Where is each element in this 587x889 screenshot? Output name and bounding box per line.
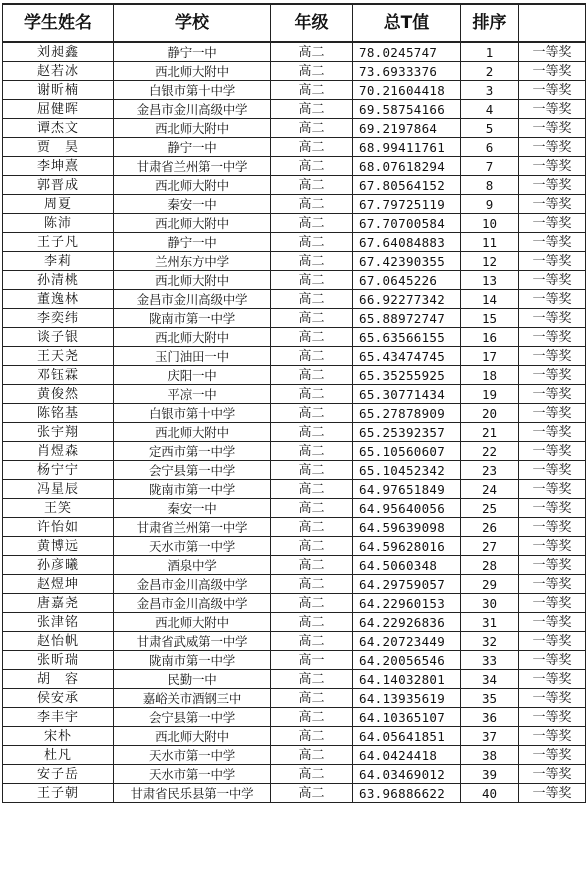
- rank-cell[interactable]: 17: [461, 347, 519, 366]
- award-cell[interactable]: 一等奖: [519, 651, 586, 670]
- award-cell[interactable]: 一等奖: [519, 423, 586, 442]
- total-t-score-cell[interactable]: 67.70700584: [353, 214, 461, 233]
- grade-cell[interactable]: 高二: [271, 233, 353, 252]
- table-row: [3, 328, 586, 347]
- total-t-score-cell[interactable]: 65.88972747: [353, 309, 461, 328]
- rank-cell[interactable]: 8: [461, 176, 519, 195]
- total-t-score-cell[interactable]: 64.20723449: [353, 632, 461, 651]
- student-name-cell[interactable]: 董逸林: [3, 290, 114, 309]
- table-row: [3, 252, 586, 271]
- student-name-cell[interactable]: 贾 昊: [3, 138, 114, 157]
- table-row: [3, 480, 586, 499]
- header-row: [3, 4, 586, 42]
- grade-cell[interactable]: 高二: [271, 708, 353, 727]
- student-name-cell[interactable]: 周夏: [3, 195, 114, 214]
- table-row: [3, 309, 586, 328]
- student-name-cell[interactable]: 王笑: [3, 499, 114, 518]
- total-t-score-cell[interactable]: 64.05641851: [353, 727, 461, 746]
- student-name-cell[interactable]: 李莉: [3, 252, 114, 271]
- total-t-score-cell[interactable]: 67.64084883: [353, 233, 461, 252]
- school-cell[interactable]: 西北师大附中: [114, 214, 271, 233]
- table-row: [3, 689, 586, 708]
- rank-cell[interactable]: 21: [461, 423, 519, 442]
- grade-cell[interactable]: 高二: [271, 518, 353, 537]
- grade-cell[interactable]: 高二: [271, 537, 353, 556]
- rank-cell[interactable]: 5: [461, 119, 519, 138]
- grade-cell[interactable]: 高二: [271, 499, 353, 518]
- school-cell[interactable]: 庆阳一中: [114, 366, 271, 385]
- rank-cell[interactable]: 19: [461, 385, 519, 404]
- grade-cell[interactable]: 高二: [271, 366, 353, 385]
- table-row: [3, 366, 586, 385]
- school-cell[interactable]: 兰州东方中学: [114, 252, 271, 271]
- award-cell[interactable]: 一等奖: [519, 442, 586, 461]
- school-cell[interactable]: 金昌市金川高级中学: [114, 575, 271, 594]
- award-cell[interactable]: 一等奖: [519, 594, 586, 613]
- grade-cell[interactable]: 高二: [271, 271, 353, 290]
- rank-cell[interactable]: 24: [461, 480, 519, 499]
- total-t-score-cell[interactable]: 68.99411761: [353, 138, 461, 157]
- table-row: [3, 632, 586, 651]
- student-name-cell[interactable]: 屈健晖: [3, 100, 114, 119]
- total-t-score-cell[interactable]: 67.42390355: [353, 252, 461, 271]
- grade-cell[interactable]: 高二: [271, 176, 353, 195]
- grade-cell[interactable]: 高二: [271, 385, 353, 404]
- table-row: [3, 423, 586, 442]
- school-cell[interactable]: 甘肃省兰州第一中学: [114, 518, 271, 537]
- rank-cell[interactable]: 29: [461, 575, 519, 594]
- total-t-score-cell[interactable]: 64.0424418: [353, 746, 461, 765]
- school-cell[interactable]: 甘肃省兰州第一中学: [114, 157, 271, 176]
- student-name-cell[interactable]: 杜凡: [3, 746, 114, 765]
- rank-cell[interactable]: 23: [461, 461, 519, 480]
- total-t-score-cell[interactable]: 65.10560607: [353, 442, 461, 461]
- rank-cell[interactable]: 40: [461, 784, 519, 803]
- grade-cell[interactable]: 高二: [271, 195, 353, 214]
- student-name-cell[interactable]: 唐嘉尧: [3, 594, 114, 613]
- table-row: [3, 670, 586, 689]
- school-cell[interactable]: 西北师大附中: [114, 119, 271, 138]
- award-cell[interactable]: 一等奖: [519, 214, 586, 233]
- rank-cell[interactable]: 36: [461, 708, 519, 727]
- rank-cell[interactable]: 4: [461, 100, 519, 119]
- award-cell[interactable]: 一等奖: [519, 670, 586, 689]
- award-cell[interactable]: 一等奖: [519, 100, 586, 119]
- grade-cell[interactable]: 高二: [271, 290, 353, 309]
- table-row: [3, 765, 586, 784]
- rank-cell[interactable]: 18: [461, 366, 519, 385]
- grade-cell[interactable]: 高二: [271, 62, 353, 81]
- award-cell[interactable]: 一等奖: [519, 765, 586, 784]
- grade-cell[interactable]: 高二: [271, 81, 353, 100]
- grade-cell[interactable]: 高二: [271, 442, 353, 461]
- grade-cell[interactable]: 高二: [271, 632, 353, 651]
- rank-cell[interactable]: 22: [461, 442, 519, 461]
- table-row: [3, 784, 586, 803]
- student-name-cell[interactable]: 孙彦曦: [3, 556, 114, 575]
- student-name-cell[interactable]: 陈沛: [3, 214, 114, 233]
- student-name-cell[interactable]: 赵怡帆: [3, 632, 114, 651]
- student-name-cell[interactable]: 张宇翔: [3, 423, 114, 442]
- award-cell[interactable]: 一等奖: [519, 195, 586, 214]
- table-row: [3, 233, 586, 252]
- rank-cell[interactable]: 15: [461, 309, 519, 328]
- table-row: [3, 195, 586, 214]
- table-row: [3, 442, 586, 461]
- student-name-cell[interactable]: 肖煜森: [3, 442, 114, 461]
- table-row: [3, 518, 586, 537]
- total-t-score-cell[interactable]: 63.96886622: [353, 784, 461, 803]
- table-row: [3, 613, 586, 632]
- total-t-score-cell[interactable]: 73.6933376: [353, 62, 461, 81]
- award-cell[interactable]: 一等奖: [519, 62, 586, 81]
- school-cell[interactable]: 会宁县第一中学: [114, 708, 271, 727]
- award-cell[interactable]: 一等奖: [519, 537, 586, 556]
- award-cell[interactable]: 一等奖: [519, 556, 586, 575]
- award-cell[interactable]: 一等奖: [519, 746, 586, 765]
- table-row: [3, 537, 586, 556]
- table-row: [3, 708, 586, 727]
- student-name-cell[interactable]: 许怡如: [3, 518, 114, 537]
- student-name-cell[interactable]: 李坤熹: [3, 157, 114, 176]
- total-t-score-cell[interactable]: 64.5060348: [353, 556, 461, 575]
- total-t-score-cell[interactable]: 64.10365107: [353, 708, 461, 727]
- total-t-score-cell[interactable]: 66.92277342: [353, 290, 461, 309]
- grade-cell[interactable]: 高二: [271, 575, 353, 594]
- table-row: [3, 347, 586, 366]
- award-cell[interactable]: 一等奖: [519, 708, 586, 727]
- student-name-cell[interactable]: 赵若冰: [3, 62, 114, 81]
- rank-cell[interactable]: 28: [461, 556, 519, 575]
- school-cell[interactable]: 甘肃省民乐县第一中学: [114, 784, 271, 803]
- grade-cell[interactable]: 高二: [271, 765, 353, 784]
- table-row: [3, 556, 586, 575]
- table-row: [3, 81, 586, 100]
- table-row: [3, 746, 586, 765]
- school-cell[interactable]: 金昌市金川高级中学: [114, 594, 271, 613]
- total-t-score-cell[interactable]: 68.07618294: [353, 157, 461, 176]
- award-cell[interactable]: 一等奖: [519, 271, 586, 290]
- student-name-cell[interactable]: 杨宁宁: [3, 461, 114, 480]
- award-cell[interactable]: 一等奖: [519, 784, 586, 803]
- student-name-cell[interactable]: 王子凡: [3, 233, 114, 252]
- award-cell[interactable]: 一等奖: [519, 385, 586, 404]
- school-cell[interactable]: 平凉一中: [114, 385, 271, 404]
- grade-cell[interactable]: 高二: [271, 138, 353, 157]
- school-cell[interactable]: 白银市第十中学: [114, 81, 271, 100]
- total-t-score-cell[interactable]: 65.27878909: [353, 404, 461, 423]
- rank-cell[interactable]: 37: [461, 727, 519, 746]
- grade-cell[interactable]: 高二: [271, 461, 353, 480]
- school-cell[interactable]: 陇南市第一中学: [114, 480, 271, 499]
- school-cell[interactable]: 定西市第一中学: [114, 442, 271, 461]
- student-name-cell[interactable]: 王天尧: [3, 347, 114, 366]
- school-cell[interactable]: 西北师大附中: [114, 176, 271, 195]
- table-row: [3, 138, 586, 157]
- header-school[interactable]: 学校: [114, 4, 271, 42]
- table-row: [3, 575, 586, 594]
- rank-cell[interactable]: 10: [461, 214, 519, 233]
- total-t-score-cell[interactable]: 67.0645226: [353, 271, 461, 290]
- school-cell[interactable]: 玉门油田一中: [114, 347, 271, 366]
- grade-cell[interactable]: 高二: [271, 727, 353, 746]
- student-name-cell[interactable]: 胡 容: [3, 670, 114, 689]
- table-row: [3, 727, 586, 746]
- award-cell[interactable]: 一等奖: [519, 461, 586, 480]
- total-t-score-cell[interactable]: 67.79725119: [353, 195, 461, 214]
- total-t-score-cell[interactable]: 65.30771434: [353, 385, 461, 404]
- rank-cell[interactable]: 7: [461, 157, 519, 176]
- school-cell[interactable]: 西北师大附中: [114, 727, 271, 746]
- table-row: [3, 271, 586, 290]
- school-cell[interactable]: 西北师大附中: [114, 328, 271, 347]
- rank-cell[interactable]: 27: [461, 537, 519, 556]
- total-t-score-cell[interactable]: 64.03469012: [353, 765, 461, 784]
- rank-cell[interactable]: 20: [461, 404, 519, 423]
- rank-cell[interactable]: 38: [461, 746, 519, 765]
- award-cell[interactable]: 一等奖: [519, 42, 586, 62]
- table-row: [3, 62, 586, 81]
- table-row: [3, 594, 586, 613]
- school-cell[interactable]: 静宁一中: [114, 42, 271, 62]
- table-row: [3, 157, 586, 176]
- grade-cell[interactable]: 高二: [271, 480, 353, 499]
- rank-cell[interactable]: 32: [461, 632, 519, 651]
- rank-cell[interactable]: 3: [461, 81, 519, 100]
- total-t-score-cell[interactable]: 65.43474745: [353, 347, 461, 366]
- rank-cell[interactable]: 11: [461, 233, 519, 252]
- rank-cell[interactable]: 2: [461, 62, 519, 81]
- table-row: [3, 119, 586, 138]
- award-cell[interactable]: 一等奖: [519, 119, 586, 138]
- grade-cell[interactable]: 高二: [271, 42, 353, 62]
- student-name-cell[interactable]: 谭杰文: [3, 119, 114, 138]
- student-name-cell[interactable]: 谢昕楠: [3, 81, 114, 100]
- student-name-cell[interactable]: 王子朝: [3, 784, 114, 803]
- rank-cell[interactable]: 33: [461, 651, 519, 670]
- student-name-cell[interactable]: 李丰宇: [3, 708, 114, 727]
- student-name-cell[interactable]: 赵煜坤: [3, 575, 114, 594]
- school-cell[interactable]: 秦安一中: [114, 499, 271, 518]
- rank-cell[interactable]: 16: [461, 328, 519, 347]
- table-row: [3, 214, 586, 233]
- student-name-cell[interactable]: 张津铭: [3, 613, 114, 632]
- school-cell[interactable]: 秦安一中: [114, 195, 271, 214]
- grade-cell[interactable]: 高二: [271, 347, 353, 366]
- student-name-cell[interactable]: 李奕纬: [3, 309, 114, 328]
- school-cell[interactable]: 甘肃省武威第一中学: [114, 632, 271, 651]
- total-t-score-cell[interactable]: 65.25392357: [353, 423, 461, 442]
- grade-cell[interactable]: 高一: [271, 651, 353, 670]
- award-cell[interactable]: 一等奖: [519, 252, 586, 271]
- student-name-cell[interactable]: 刘昶鑫: [3, 42, 114, 62]
- rank-cell[interactable]: 14: [461, 290, 519, 309]
- grade-cell[interactable]: 高二: [271, 404, 353, 423]
- total-t-score-cell[interactable]: 64.22960153: [353, 594, 461, 613]
- rank-cell[interactable]: 30: [461, 594, 519, 613]
- school-cell[interactable]: 天水市第一中学: [114, 746, 271, 765]
- grade-cell[interactable]: 高二: [271, 689, 353, 708]
- total-t-score-cell[interactable]: 65.63566155: [353, 328, 461, 347]
- total-t-score-cell[interactable]: 67.80564152: [353, 176, 461, 195]
- table-row: [3, 42, 586, 62]
- grade-cell[interactable]: 高二: [271, 423, 353, 442]
- student-name-cell[interactable]: 黄俊然: [3, 385, 114, 404]
- award-cell[interactable]: 一等奖: [519, 176, 586, 195]
- total-t-score-cell[interactable]: 64.22926836: [353, 613, 461, 632]
- header-rank[interactable]: 排序: [461, 4, 519, 42]
- total-t-score-cell[interactable]: 69.58754166: [353, 100, 461, 119]
- grade-cell[interactable]: 高二: [271, 746, 353, 765]
- header-student-name[interactable]: 学生姓名: [3, 4, 114, 42]
- grade-cell[interactable]: 高二: [271, 119, 353, 138]
- award-cell[interactable]: 一等奖: [519, 290, 586, 309]
- award-cell[interactable]: 一等奖: [519, 309, 586, 328]
- school-cell[interactable]: 金昌市金川高级中学: [114, 100, 271, 119]
- student-name-cell[interactable]: 冯星辰: [3, 480, 114, 499]
- award-cell[interactable]: 一等奖: [519, 480, 586, 499]
- rank-cell[interactable]: 35: [461, 689, 519, 708]
- grade-cell[interactable]: 高二: [271, 670, 353, 689]
- rank-cell[interactable]: 26: [461, 518, 519, 537]
- grade-cell[interactable]: 高二: [271, 214, 353, 233]
- school-cell[interactable]: 会宁县第一中学: [114, 461, 271, 480]
- student-name-cell[interactable]: 张昕瑞: [3, 651, 114, 670]
- school-cell[interactable]: 酒泉中学: [114, 556, 271, 575]
- award-cell[interactable]: 一等奖: [519, 328, 586, 347]
- grade-cell[interactable]: 高二: [271, 328, 353, 347]
- award-cell[interactable]: 一等奖: [519, 575, 586, 594]
- rank-cell[interactable]: 6: [461, 138, 519, 157]
- grade-cell[interactable]: 高二: [271, 594, 353, 613]
- rank-cell[interactable]: 25: [461, 499, 519, 518]
- award-cell[interactable]: 一等奖: [519, 347, 586, 366]
- award-cell[interactable]: 一等奖: [519, 81, 586, 100]
- grade-cell[interactable]: 高二: [271, 309, 353, 328]
- student-name-cell[interactable]: 安子岳: [3, 765, 114, 784]
- header-award[interactable]: [519, 4, 586, 42]
- school-cell[interactable]: 天水市第一中学: [114, 765, 271, 784]
- school-cell[interactable]: 嘉峪关市酒钢三中: [114, 689, 271, 708]
- results-table: [2, 3, 586, 803]
- table-row: [3, 290, 586, 309]
- rank-cell[interactable]: 9: [461, 195, 519, 214]
- school-cell[interactable]: 白银市第十中学: [114, 404, 271, 423]
- student-name-cell[interactable]: 郭晋成: [3, 176, 114, 195]
- award-cell[interactable]: 一等奖: [519, 157, 586, 176]
- award-cell[interactable]: 一等奖: [519, 689, 586, 708]
- grade-cell[interactable]: 高二: [271, 556, 353, 575]
- total-t-score-cell[interactable]: 64.59628016: [353, 537, 461, 556]
- total-t-score-cell[interactable]: 69.2197864: [353, 119, 461, 138]
- total-t-score-cell[interactable]: 64.20056546: [353, 651, 461, 670]
- grade-cell[interactable]: 高二: [271, 157, 353, 176]
- table-body: [3, 42, 586, 803]
- table-row: [3, 651, 586, 670]
- table-row: [3, 404, 586, 423]
- student-name-cell[interactable]: 侯安承: [3, 689, 114, 708]
- total-t-score-cell[interactable]: 70.21604418: [353, 81, 461, 100]
- grade-cell[interactable]: 高二: [271, 252, 353, 271]
- student-name-cell[interactable]: 陈铭基: [3, 404, 114, 423]
- rank-cell[interactable]: 13: [461, 271, 519, 290]
- total-t-score-cell[interactable]: 64.29759057: [353, 575, 461, 594]
- award-cell[interactable]: 一等奖: [519, 727, 586, 746]
- total-t-score-cell[interactable]: 65.35255925: [353, 366, 461, 385]
- award-cell[interactable]: 一等奖: [519, 366, 586, 385]
- table-row: [3, 385, 586, 404]
- total-t-score-cell[interactable]: 65.10452342: [353, 461, 461, 480]
- table-row: [3, 461, 586, 480]
- school-cell[interactable]: 金昌市金川高级中学: [114, 290, 271, 309]
- total-t-score-cell[interactable]: 64.97651849: [353, 480, 461, 499]
- school-cell[interactable]: 静宁一中: [114, 138, 271, 157]
- rank-cell[interactable]: 34: [461, 670, 519, 689]
- school-cell[interactable]: 西北师大附中: [114, 423, 271, 442]
- school-cell[interactable]: 西北师大附中: [114, 613, 271, 632]
- student-name-cell[interactable]: 邓钰霖: [3, 366, 114, 385]
- student-name-cell[interactable]: 黄博远: [3, 537, 114, 556]
- school-cell[interactable]: 天水市第一中学: [114, 537, 271, 556]
- rank-cell[interactable]: 39: [461, 765, 519, 784]
- total-t-score-cell[interactable]: 64.95640056: [353, 499, 461, 518]
- school-cell[interactable]: 静宁一中: [114, 233, 271, 252]
- table-row: [3, 499, 586, 518]
- award-cell[interactable]: 一等奖: [519, 233, 586, 252]
- table-row: [3, 176, 586, 195]
- award-cell[interactable]: 一等奖: [519, 404, 586, 423]
- total-t-score-cell[interactable]: 64.14032801: [353, 670, 461, 689]
- award-cell[interactable]: 一等奖: [519, 499, 586, 518]
- award-cell[interactable]: 一等奖: [519, 518, 586, 537]
- grade-cell[interactable]: 高二: [271, 784, 353, 803]
- table-row: [3, 100, 586, 119]
- school-cell[interactable]: 陇南市第一中学: [114, 309, 271, 328]
- school-cell[interactable]: 陇南市第一中学: [114, 651, 271, 670]
- award-cell[interactable]: 一等奖: [519, 138, 586, 157]
- school-cell[interactable]: 西北师大附中: [114, 271, 271, 290]
- student-name-cell[interactable]: 谈子银: [3, 328, 114, 347]
- total-t-score-cell[interactable]: 78.0245747: [353, 42, 461, 62]
- header-grade[interactable]: 年级: [271, 4, 353, 42]
- header-total-t-score[interactable]: 总T值: [353, 4, 461, 42]
- total-t-score-cell[interactable]: 64.59639098: [353, 518, 461, 537]
- student-name-cell[interactable]: 宋朴: [3, 727, 114, 746]
- rank-cell[interactable]: 1: [461, 42, 519, 62]
- total-t-score-cell[interactable]: 64.13935619: [353, 689, 461, 708]
- grade-cell[interactable]: 高二: [271, 100, 353, 119]
- school-cell[interactable]: 西北师大附中: [114, 62, 271, 81]
- rank-cell[interactable]: 12: [461, 252, 519, 271]
- award-cell[interactable]: 一等奖: [519, 632, 586, 651]
- student-name-cell[interactable]: 孙清桃: [3, 271, 114, 290]
- grade-cell[interactable]: 高二: [271, 613, 353, 632]
- school-cell[interactable]: 民勤一中: [114, 670, 271, 689]
- award-cell[interactable]: 一等奖: [519, 613, 586, 632]
- rank-cell[interactable]: 31: [461, 613, 519, 632]
